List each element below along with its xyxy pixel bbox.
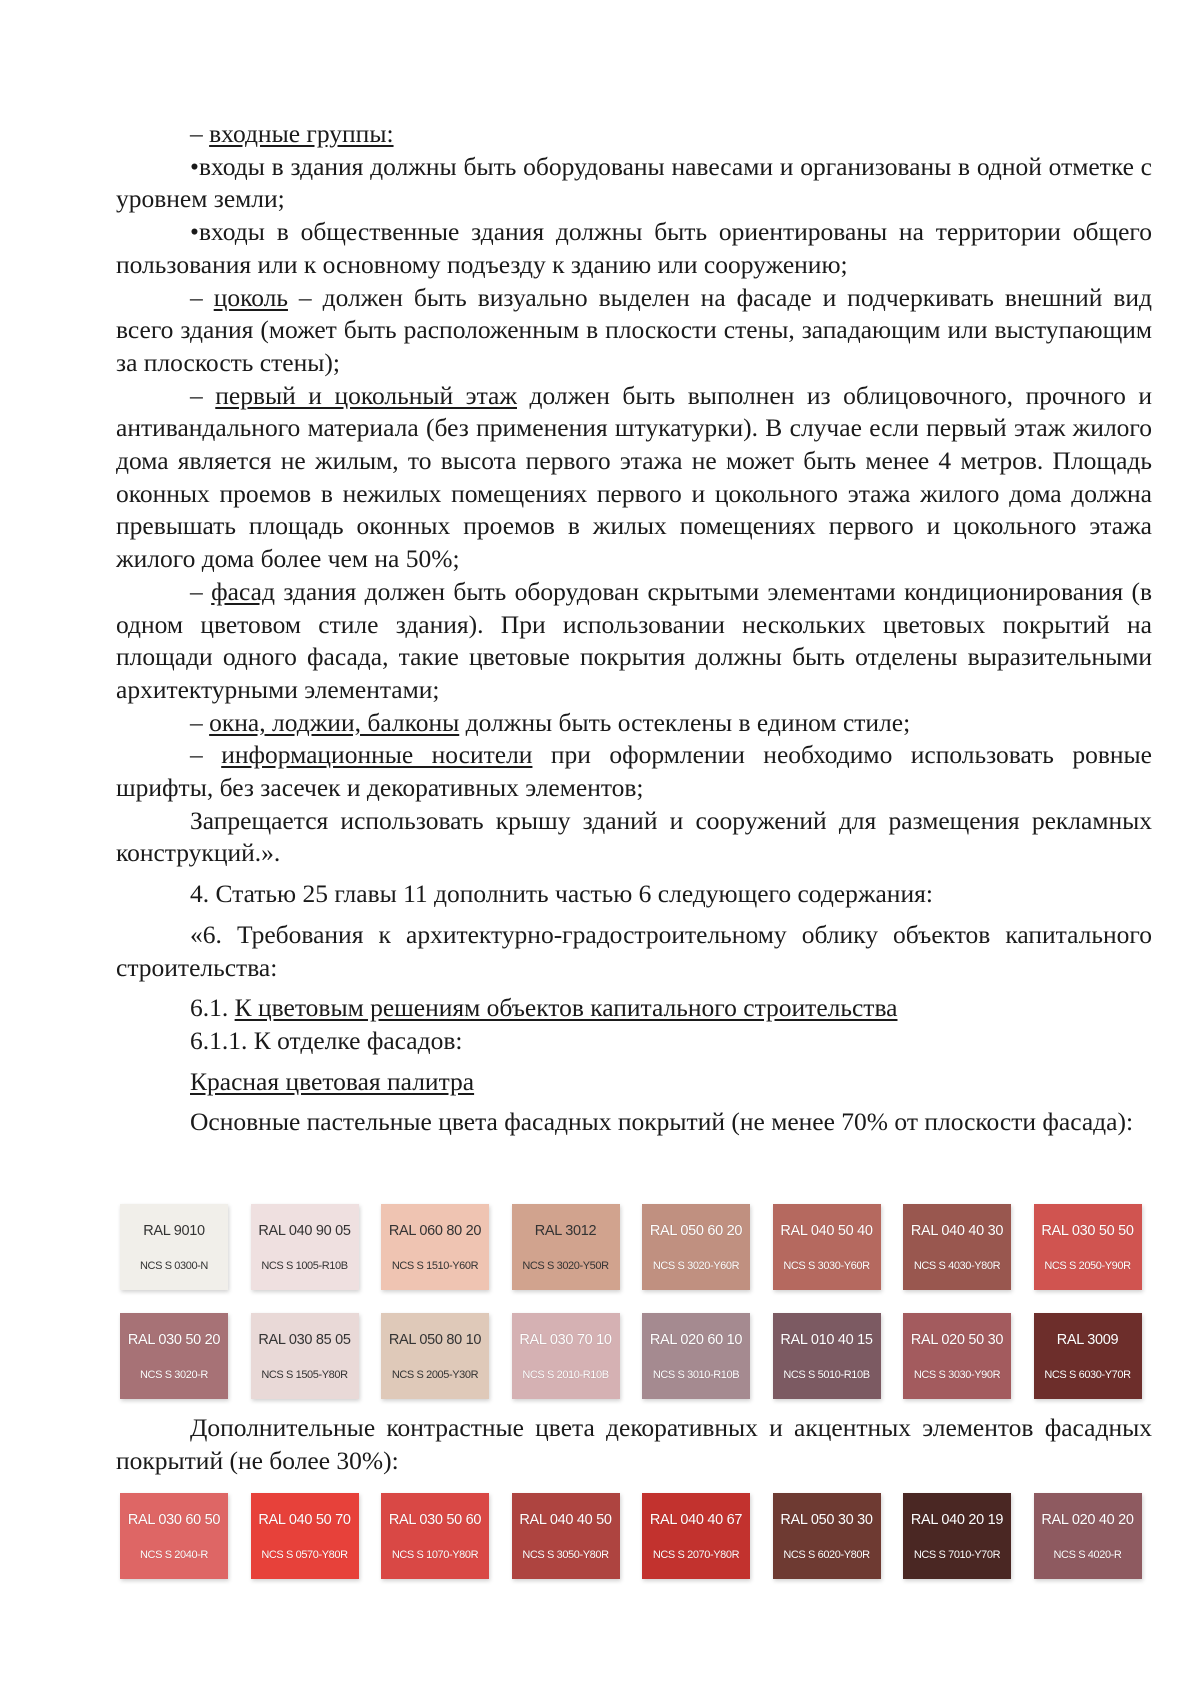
underlined-term-windows: окна, лоджии, балконы <box>209 707 460 737</box>
color-swatch <box>1034 1204 1142 1290</box>
swatch-ral-code: RAL 040 50 40 <box>780 1223 873 1239</box>
paragraph-entrance-groups <box>116 118 1152 151</box>
swatch-ral-code: RAL 030 60 50 <box>127 1512 221 1528</box>
dash-prefix: – <box>190 282 214 312</box>
swatch-ncs-code: NCS S 5010-R10B <box>783 1369 870 1381</box>
bullet-entrances-canopies <box>116 151 1152 216</box>
swatch-ral-code: RAL 050 30 30 <box>780 1512 873 1528</box>
dash-prefix: – <box>190 576 212 606</box>
dash-prefix: – <box>190 707 210 737</box>
additional-colors-caption: Дополнительные контрастные цвета декоративных и акцентных элементов фасадных покрытий (не более 30%): <box>116 1413 1152 1475</box>
paragraph-body: должен быть выполнен из облицовочного, прочного и антивандального материала (без применения штукатурки). В случае если первый этаж жилого дома является не жилым, то высота первого этажа не может быть менее 4 метров. Площадь оконных проемов в нежилых помещениях первого и цокольного этажа жилого дома должна превышать площадь оконных проемов в жилых помещениях первого и цокольного этажа жилого дома более чем на 50%; <box>116 380 1153 574</box>
color-swatch <box>642 1493 750 1579</box>
color-swatch <box>120 1313 228 1399</box>
underlined-term-plinth: цоколь <box>213 282 288 312</box>
additional-swatches-row <box>120 1493 1148 1581</box>
section-number: 6.1. <box>190 993 235 1023</box>
swatch-ncs-code: NCS S 4020-R <box>1053 1549 1122 1561</box>
swatch-ncs-code: NCS S 3030-Y90R <box>913 1369 1001 1381</box>
paragraph-roof-prohibition: Запрещается использовать крышу зданий и сооружений для размещения рекламных конструкций.». <box>116 805 1152 868</box>
paragraph-body: при оформлении необходимо использовать ровные шрифты, без засечек и декоративных элементов; <box>116 740 1153 803</box>
color-swatch <box>773 1493 881 1579</box>
swatch-ral-code: RAL 040 40 30 <box>910 1223 1004 1239</box>
color-swatch <box>512 1493 620 1579</box>
dash-prefix: – <box>190 380 216 410</box>
color-swatch <box>903 1313 1011 1399</box>
swatch-ral-code: RAL 040 50 70 <box>258 1512 351 1528</box>
swatch-ncs-code: NCS S 0570-Y80R <box>261 1549 348 1561</box>
color-swatch <box>1034 1493 1142 1579</box>
paragraph-plinth <box>116 282 1152 380</box>
swatch-ral-code: RAL 030 85 05 <box>258 1332 351 1348</box>
paragraph-body: – должен быть визуально выделен на фасаде и подчеркивать внешний вид всего здания (может быть расположенным в плоскости стены, западающим или выступающим за плоскость стены); <box>116 282 1153 377</box>
color-swatch <box>381 1493 489 1579</box>
swatch-ral-code: RAL 9010 <box>143 1223 205 1239</box>
color-swatch <box>1034 1313 1142 1399</box>
bullet-text: входы в общественные здания должны быть ориентированы на территории общего пользования или к основному подъезду к зданию или сооружению; <box>116 217 1152 279</box>
requirements-intro: «6. Требования к архитектурно-градостроительному облику объектов капитального строительства: <box>116 919 1152 982</box>
swatch-ncs-code: NCS S 4030-Y80R <box>913 1260 1001 1272</box>
swatch-ncs-code: NCS S 2005-Y30R <box>391 1369 479 1381</box>
swatch-ncs-code: NCS S 7010-Y70R <box>913 1549 1001 1561</box>
main-swatches-row-1 <box>120 1204 1148 1292</box>
swatch-ral-code: RAL 3012 <box>534 1223 597 1239</box>
dash-prefix: – <box>190 740 222 770</box>
swatch-ncs-code: NCS S 3020-Y50R <box>522 1260 609 1272</box>
document-text <box>116 118 1152 1139</box>
swatch-ncs-code: NCS S 1510-Y60R <box>391 1260 479 1272</box>
underlined-term-first-floor: первый и цокольный этаж <box>215 380 517 410</box>
color-swatch <box>512 1204 620 1290</box>
swatch-ncs-code: NCS S 1505-Y80R <box>261 1369 348 1381</box>
main-colors-caption: Основные пастельные цвета фасадных покрытий (не менее 70% от плоскости фасада): <box>190 1107 1134 1137</box>
swatch-ral-code: RAL 020 50 30 <box>910 1332 1004 1348</box>
swatch-ncs-code: NCS S 2010-R10B <box>522 1369 609 1381</box>
swatch-ral-code: RAL 050 80 10 <box>388 1332 482 1348</box>
swatch-ral-code: RAL 020 60 10 <box>649 1332 743 1348</box>
paragraph-windows <box>116 707 1152 740</box>
color-swatch <box>773 1204 881 1290</box>
swatch-ral-code: RAL 010 40 15 <box>780 1332 873 1348</box>
paragraph-body: должны быть остеклены в едином стиле; <box>459 707 911 737</box>
color-swatch <box>120 1493 228 1579</box>
color-swatch <box>903 1493 1011 1579</box>
swatch-ncs-code: NCS S 2050-Y90R <box>1044 1260 1131 1272</box>
color-swatch <box>903 1204 1011 1290</box>
swatch-ncs-code: NCS S 6020-Y80R <box>783 1549 870 1561</box>
swatch-ncs-code: NCS S 3030-Y60R <box>783 1260 870 1272</box>
palette-title: Красная цветовая палитра <box>190 1066 475 1096</box>
section-6-1-1-heading: 6.1.1. К отделке фасадов: <box>190 1025 463 1055</box>
article-amendment: 4. Статью 25 главы 11 дополнить частью 6 следующего содержания: <box>190 879 933 909</box>
bullet-text: входы в здания должны быть оборудованы навесами и организованы в одной отметке с уровнем земли; <box>116 151 1152 214</box>
underlined-term-info-carriers: информационные носители <box>221 740 533 770</box>
swatch-ncs-code: NCS S 1005-R10B <box>261 1260 348 1272</box>
underlined-term-facade: фасад <box>211 576 275 606</box>
swatch-ncs-code: NCS S 3020-Y60R <box>652 1260 740 1272</box>
swatch-ncs-code: NCS S 3010-R10B <box>652 1369 740 1381</box>
swatch-ral-code: RAL 030 50 60 <box>388 1512 482 1528</box>
swatch-ral-code: RAL 040 40 67 <box>649 1512 743 1528</box>
bullet-icon: • <box>190 151 199 181</box>
underlined-term-entrance-groups: входные группы: <box>209 119 394 148</box>
color-swatch <box>381 1313 489 1399</box>
paragraph-facade <box>116 576 1152 707</box>
swatch-ncs-code: NCS S 3050-Y80R <box>522 1549 609 1561</box>
swatch-ral-code: RAL 050 60 20 <box>649 1223 743 1239</box>
swatch-ral-code: RAL 030 50 50 <box>1041 1223 1134 1239</box>
section-6-1-title: К цветовым решениям объектов капитального строительства <box>234 993 898 1023</box>
swatch-ral-code: RAL 3009 <box>1056 1332 1119 1348</box>
swatch-ral-code: RAL 030 50 20 <box>127 1332 221 1348</box>
swatch-ncs-code: NCS S 3020-R <box>140 1369 208 1381</box>
swatch-ral-code: RAL 060 80 20 <box>388 1223 482 1239</box>
color-swatch <box>773 1313 881 1399</box>
color-swatch <box>642 1204 750 1290</box>
swatch-ncs-code: NCS S 2040-R <box>140 1549 208 1561</box>
section-6-1-heading <box>116 992 1152 1025</box>
paragraph-first-floor <box>116 380 1152 576</box>
color-swatch <box>251 1313 359 1399</box>
palette-title-line <box>116 1066 1152 1099</box>
bullet-icon: • <box>190 217 199 247</box>
color-swatch <box>251 1204 359 1290</box>
swatch-ral-code: RAL 040 90 05 <box>258 1223 351 1239</box>
swatch-ral-code: RAL 040 40 50 <box>519 1512 612 1528</box>
bullet-public-buildings <box>116 216 1152 281</box>
color-swatch <box>512 1313 620 1399</box>
swatch-ral-code: RAL 030 70 10 <box>519 1332 612 1348</box>
color-swatch <box>381 1204 489 1290</box>
swatch-ncs-code: NCS S 6030-Y70R <box>1044 1369 1131 1381</box>
swatch-ncs-code: NCS S 2070-Y80R <box>652 1549 740 1561</box>
dash-prefix: – <box>190 119 210 148</box>
swatch-ral-code: RAL 020 40 20 <box>1041 1512 1134 1528</box>
paragraph-info-carriers <box>116 739 1152 804</box>
paragraph-body: здания должен быть оборудован скрытыми элементами кондиционирования (в одном цветовом стиле здания). При использовании нескольких цветовых покрытий на площади одного фасада, такие цветовые покрытия должны быть отделены выразительными архитектурными элементами; <box>116 576 1153 704</box>
swatch-ncs-code: NCS S 1070-Y80R <box>391 1549 479 1561</box>
color-swatch <box>120 1204 228 1290</box>
color-swatch <box>642 1313 750 1399</box>
main-swatches-row-2 <box>120 1313 1148 1401</box>
color-swatch <box>251 1493 359 1579</box>
swatch-ral-code: RAL 040 20 19 <box>910 1512 1004 1528</box>
additional-text <box>116 1412 1152 1477</box>
swatch-ncs-code: NCS S 0300-N <box>140 1260 208 1272</box>
